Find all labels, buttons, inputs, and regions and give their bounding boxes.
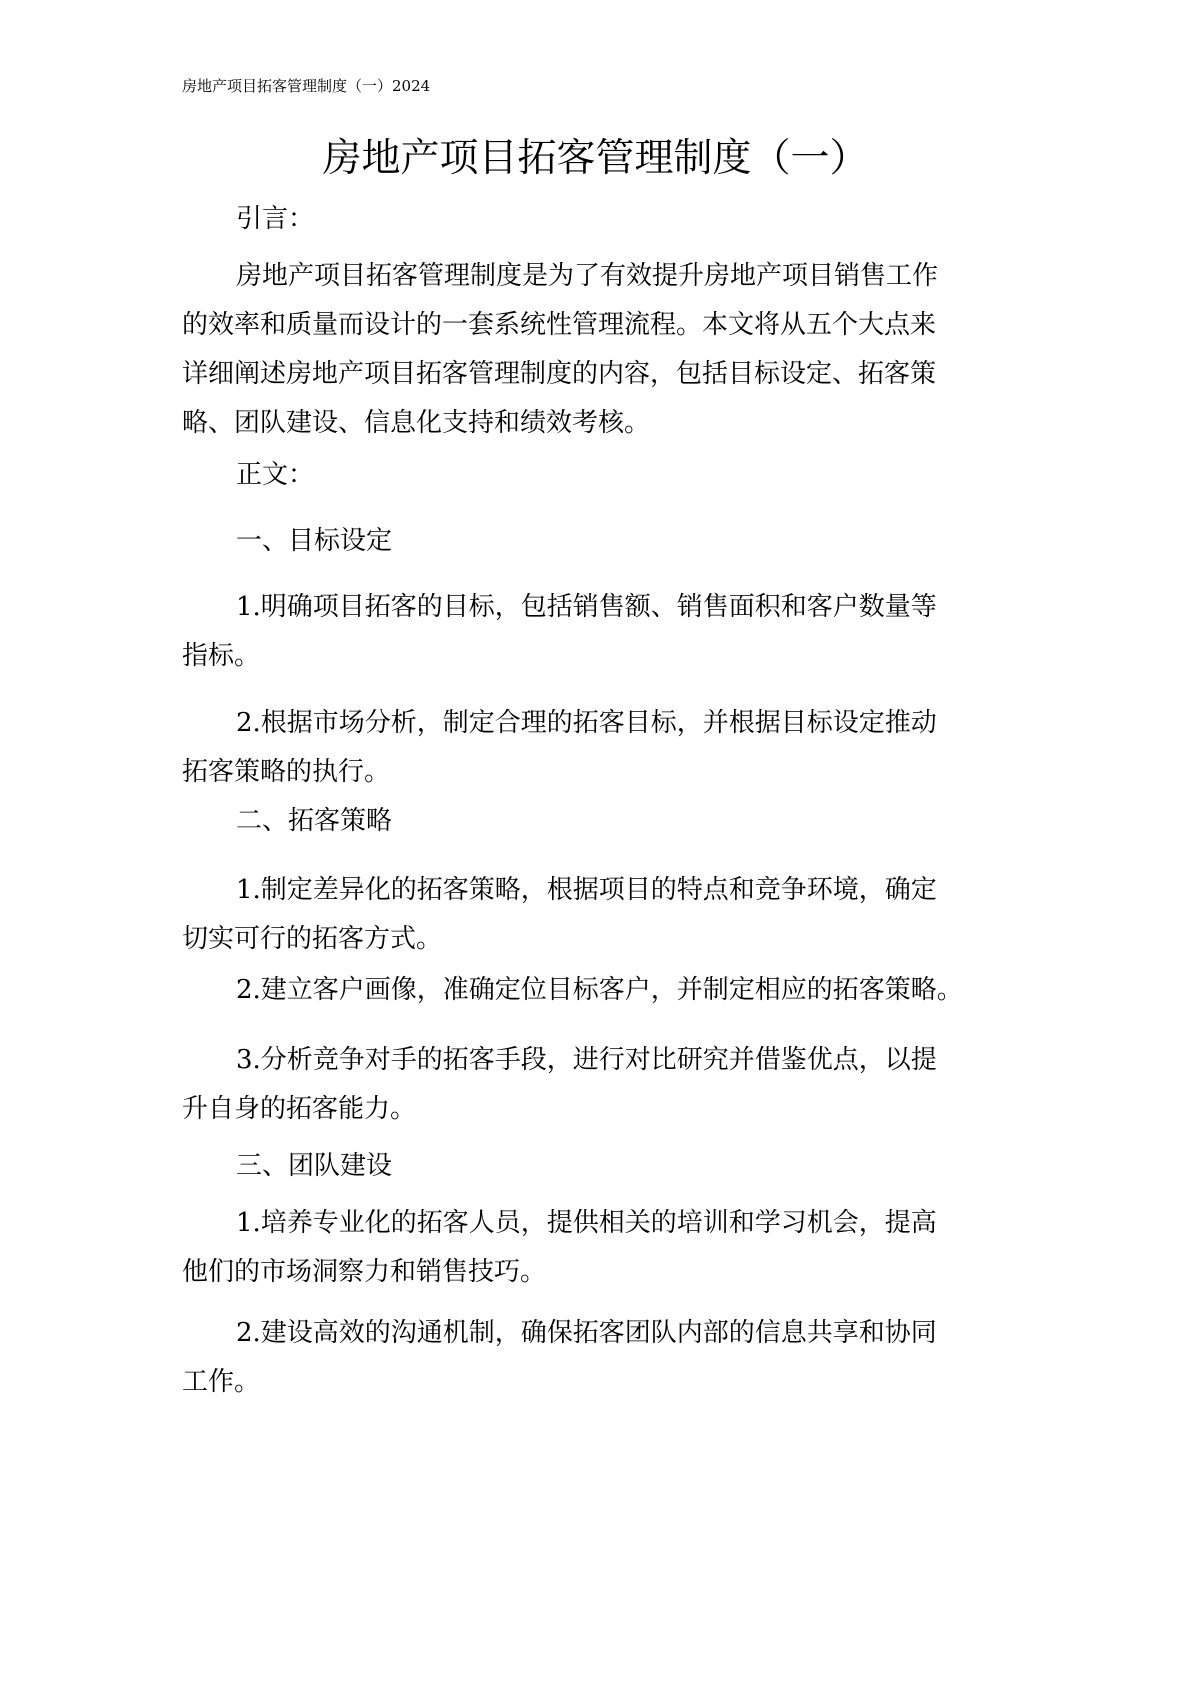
- list-item-line: 拓客策略的执行。: [182, 757, 391, 787]
- list-item-line: 工作。: [182, 1367, 261, 1397]
- list-item-line: 2.根据市场分析，制定合理的拓客目标，并根据目标设定推动: [236, 708, 937, 738]
- running-header: 房地产项目拓客管理制度（一）2024: [182, 77, 431, 95]
- section-heading-text: 二、拓客策略: [236, 806, 393, 836]
- body-heading-text: 正文：: [236, 460, 315, 490]
- list-item-line: 2.建立客户画像，准确定位目标客户，并制定相应的拓客策略。: [236, 975, 963, 1005]
- list-item-line: 切实可行的拓客方式。: [182, 924, 443, 954]
- intro-heading-text: 引言：: [236, 204, 315, 234]
- list-item-line: 他们的市场洞察力和销售技巧。: [182, 1257, 547, 1287]
- intro-line: 略、团队建设、信息化支持和绩效考核。: [182, 408, 651, 438]
- list-item: [182, 1199, 937, 1297]
- intro-heading: [182, 195, 314, 244]
- section-heading: [182, 1142, 392, 1191]
- section-heading: [182, 517, 392, 566]
- list-item-line: 2.建设高效的沟通机制，确保拓客团队内部的信息共享和协同: [236, 1318, 937, 1348]
- list-item-line: 3.分析竞争对手的拓客手段，进行对比研究并借鉴优点，以提: [236, 1045, 937, 1075]
- list-item: [182, 1309, 937, 1407]
- list-item-line: 1.明确项目拓客的目标，包括销售额、销售面积和客户数量等: [236, 592, 937, 622]
- intro-line: 房地产项目拓客管理制度是为了有效提升房地产项目销售工作: [236, 261, 939, 291]
- intro-line: 详细阐述房地产项目拓客管理制度的内容，包括目标设定、拓客策: [182, 359, 937, 389]
- list-item-line: 指标。: [182, 641, 261, 671]
- list-item-line: 1.制定差异化的拓客策略，根据项目的特点和竞争环境，确定: [236, 875, 937, 905]
- list-item-line: 升自身的拓客能力。: [182, 1094, 417, 1124]
- list-item: [182, 966, 963, 1015]
- list-item: [182, 699, 937, 797]
- section-heading: [182, 797, 392, 846]
- list-item-line: 1.培养专业化的拓客人员，提供相关的培训和学习机会，提高: [236, 1208, 937, 1238]
- list-item: [182, 1036, 937, 1134]
- body-heading: [182, 451, 314, 500]
- section-heading-text: 三、团队建设: [236, 1151, 393, 1181]
- section-heading-text: 一、目标设定: [236, 526, 393, 556]
- list-item: [182, 866, 937, 964]
- intro-paragraph: [182, 252, 938, 448]
- list-item: [182, 583, 937, 681]
- intro-line: 的效率和质量而设计的一套系统性管理流程。本文将从五个大点来: [182, 310, 937, 340]
- document-title: 房地产项目拓客管理制度（一）: [322, 136, 869, 181]
